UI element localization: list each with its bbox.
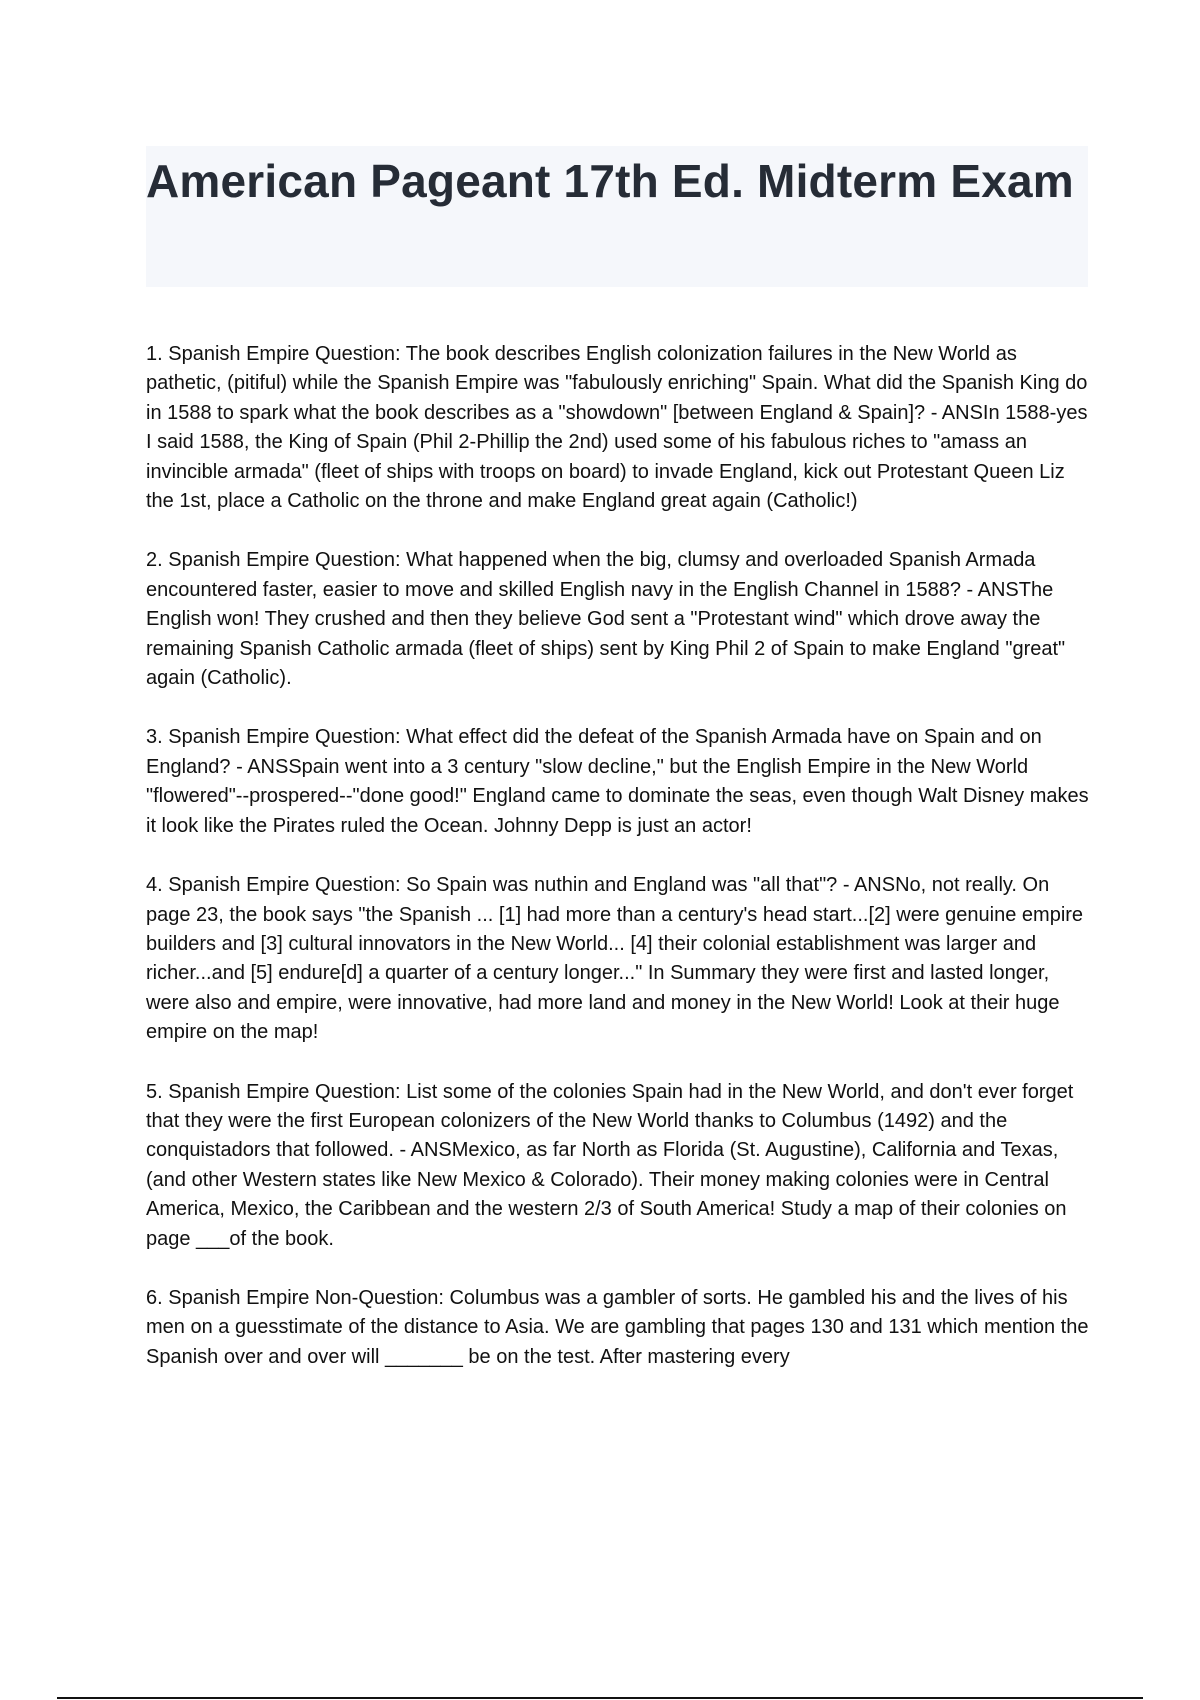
question-item-3: 3. Spanish Empire Question: What effect did the defeat of the Spanish Armada have on Spain and on England? - ANSSpain went into a 3 century "slow decline," but the English Empire in the New World "flowered"--prospered--"done good!" England came to dominate the seas, even though Walt Disney makes it look like the Pirates ruled the Ocean. Johnny Depp is just an actor! xyxy=(146,726,1089,837)
question-item-5: 5. Spanish Empire Question: List some of the colonies Spain had in the New World, and don't ever forget that they were the first European colonizers of the New World thanks to Columbus (1492) and the conquistadors that followed. - ANSMexico, as far North as Florida (St. Augustine), California and Texas, (and other Western states like New Mexico & Colorado). Their money making colonies were in Central America, Mexico, the Caribbean and the western 2/3 of South America! Study a map of their colonies on page ___of the book. xyxy=(146,1080,1074,1250)
question-item-1: 1. Spanish Empire Question: The book describes English colonization failures in the New World as pathetic, (pitiful) while the Spanish Empire was "fabulously enriching" Spain. What did the Spanish King do in 1588 to spark what the book describes as a "showdown" [between England & Spain]? - ANSIn 1588-yes I said 1588, the King of Spain (Phil 2-Phillip the 2nd) used some of his fabulous riches to "amass an invincible armada" (fleet of ships with troops on board) to invade England, kick out Protestant Queen Liz the 1st, place a Catholic on the throne and make England great again (Catholic!) xyxy=(146,343,1088,513)
footer-divider xyxy=(57,1697,1143,1699)
page-title: American Pageant 17th Ed. Midterm Exam xyxy=(146,155,1074,207)
question-item-2: 2. Spanish Empire Question: What happened when the big, clumsy and overloaded Spanish Armada encountered faster, easier to move and skilled English navy in the English Channel in 1588? - ANSThe English won! They crushed and then they believe God sent a "Protestant wind" which drove away the remaining Spanish Catholic armada (fleet of ships) sent by King Phil 2 of Spain to make England "great" again (Catholic). xyxy=(146,549,1066,690)
question-item-4: 4. Spanish Empire Question: So Spain was nuthin and England was "all that"? - ANSNo, not really. On page 23, the book says "the Spanish ... [1] had more than a century's head start...[2] were genuine empire builders and [3] cultural innovators in the New World... [4] their colonial establishment was larger and richer...and [5] endure[d] a quarter of a century longer..." In Summary they were first and lasted longer, were also and empire, were innovative, had more land and money in the New World! Look at their huge empire on the map! xyxy=(146,874,1084,1044)
title-box xyxy=(146,146,1088,287)
question-item-6: 6. Spanish Empire Non-Question: Columbus was a gambler of sorts. He gambled his and the lives of his men on a guesstimate of the distance to Asia. We are gambling that pages 130 and 131 which mention the Spanish over and over will _______ be on the test. After mastering every xyxy=(146,1286,1089,1368)
document-body xyxy=(146,340,1091,1402)
